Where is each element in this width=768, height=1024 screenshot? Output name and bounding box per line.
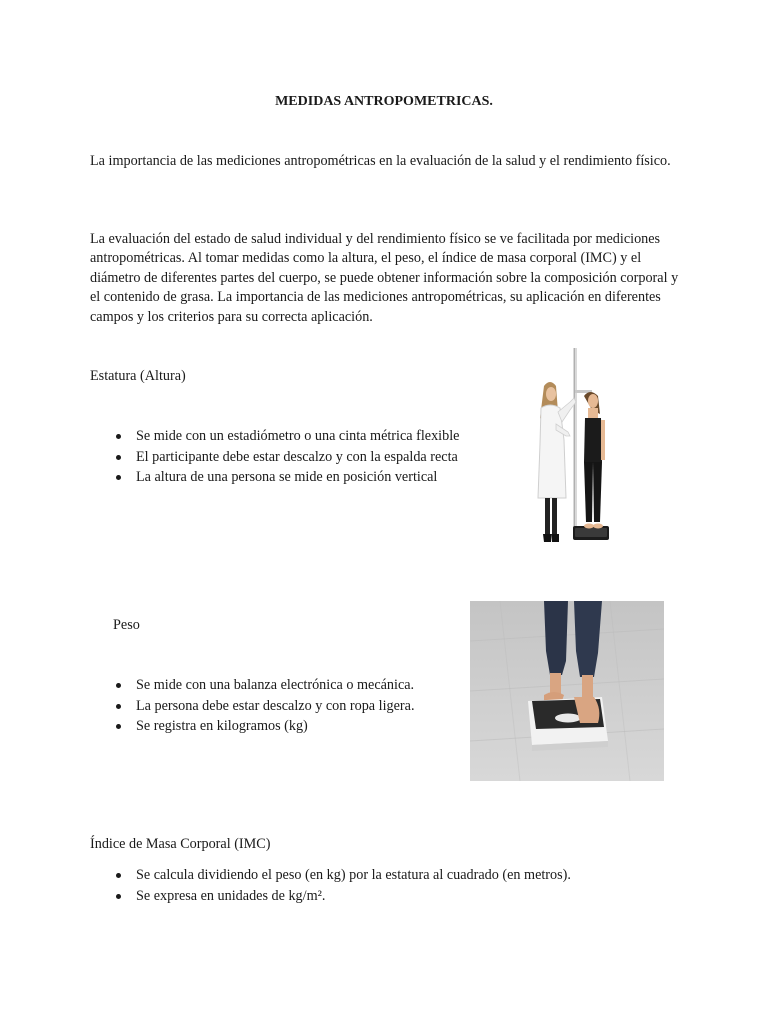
section-heading-imc: Índice de Masa Corporal (IMC) xyxy=(90,836,271,852)
imc-list-container xyxy=(90,866,690,910)
height-measurement-image xyxy=(530,344,615,548)
peso-list-container xyxy=(90,676,468,740)
list-item: La altura de una persona se mide en posición vertical xyxy=(90,468,467,489)
list-item: Se calcula dividiendo el peso (en kg) por la estatura al cuadrado (en metros). xyxy=(90,866,690,887)
intro-paragraph: La importancia de las mediciones antropométricas en la evaluación de la salud y el rendimiento físico. xyxy=(90,153,671,169)
list-item: Se expresa en unidades de kg/m². xyxy=(90,887,690,908)
section-heading-peso: Peso xyxy=(113,617,140,633)
body-paragraph: La evaluación del estado de salud individual y del rendimiento físico se ve facilitada por mediciones antropométricas. Al tomar medidas como la altura, el peso, el índice de masa corporal (IMC) y el diámetro de diferentes partes del cuerpo, se puede obtener información sobre la composición corporal y el contenido de grasa. La importancia de las mediciones antropométricas, su aplicación en diferentes campos y los criterios para su correcta aplicación. xyxy=(90,231,679,325)
imc-bullet-list xyxy=(90,866,690,907)
estatura-bullet-list xyxy=(90,427,467,489)
list-item: Se mide con un estadiómetro o una cinta métrica flexible xyxy=(90,427,467,448)
list-item: El participante debe estar descalzo y con la espalda recta xyxy=(90,448,467,469)
section-heading-estatura: Estatura (Altura) xyxy=(90,368,186,384)
list-item: Se mide con una balanza electrónica o mecánica. xyxy=(90,676,468,697)
list-item: La persona debe estar descalzo y con ropa ligera. xyxy=(90,697,468,718)
list-item: Se registra en kilogramos (kg) xyxy=(90,717,468,738)
peso-bullet-list xyxy=(90,676,468,738)
estatura-list-container xyxy=(90,427,467,491)
weight-scale-image xyxy=(470,601,664,781)
document-title: MEDIDAS ANTROPOMETRICAS. xyxy=(275,94,493,109)
